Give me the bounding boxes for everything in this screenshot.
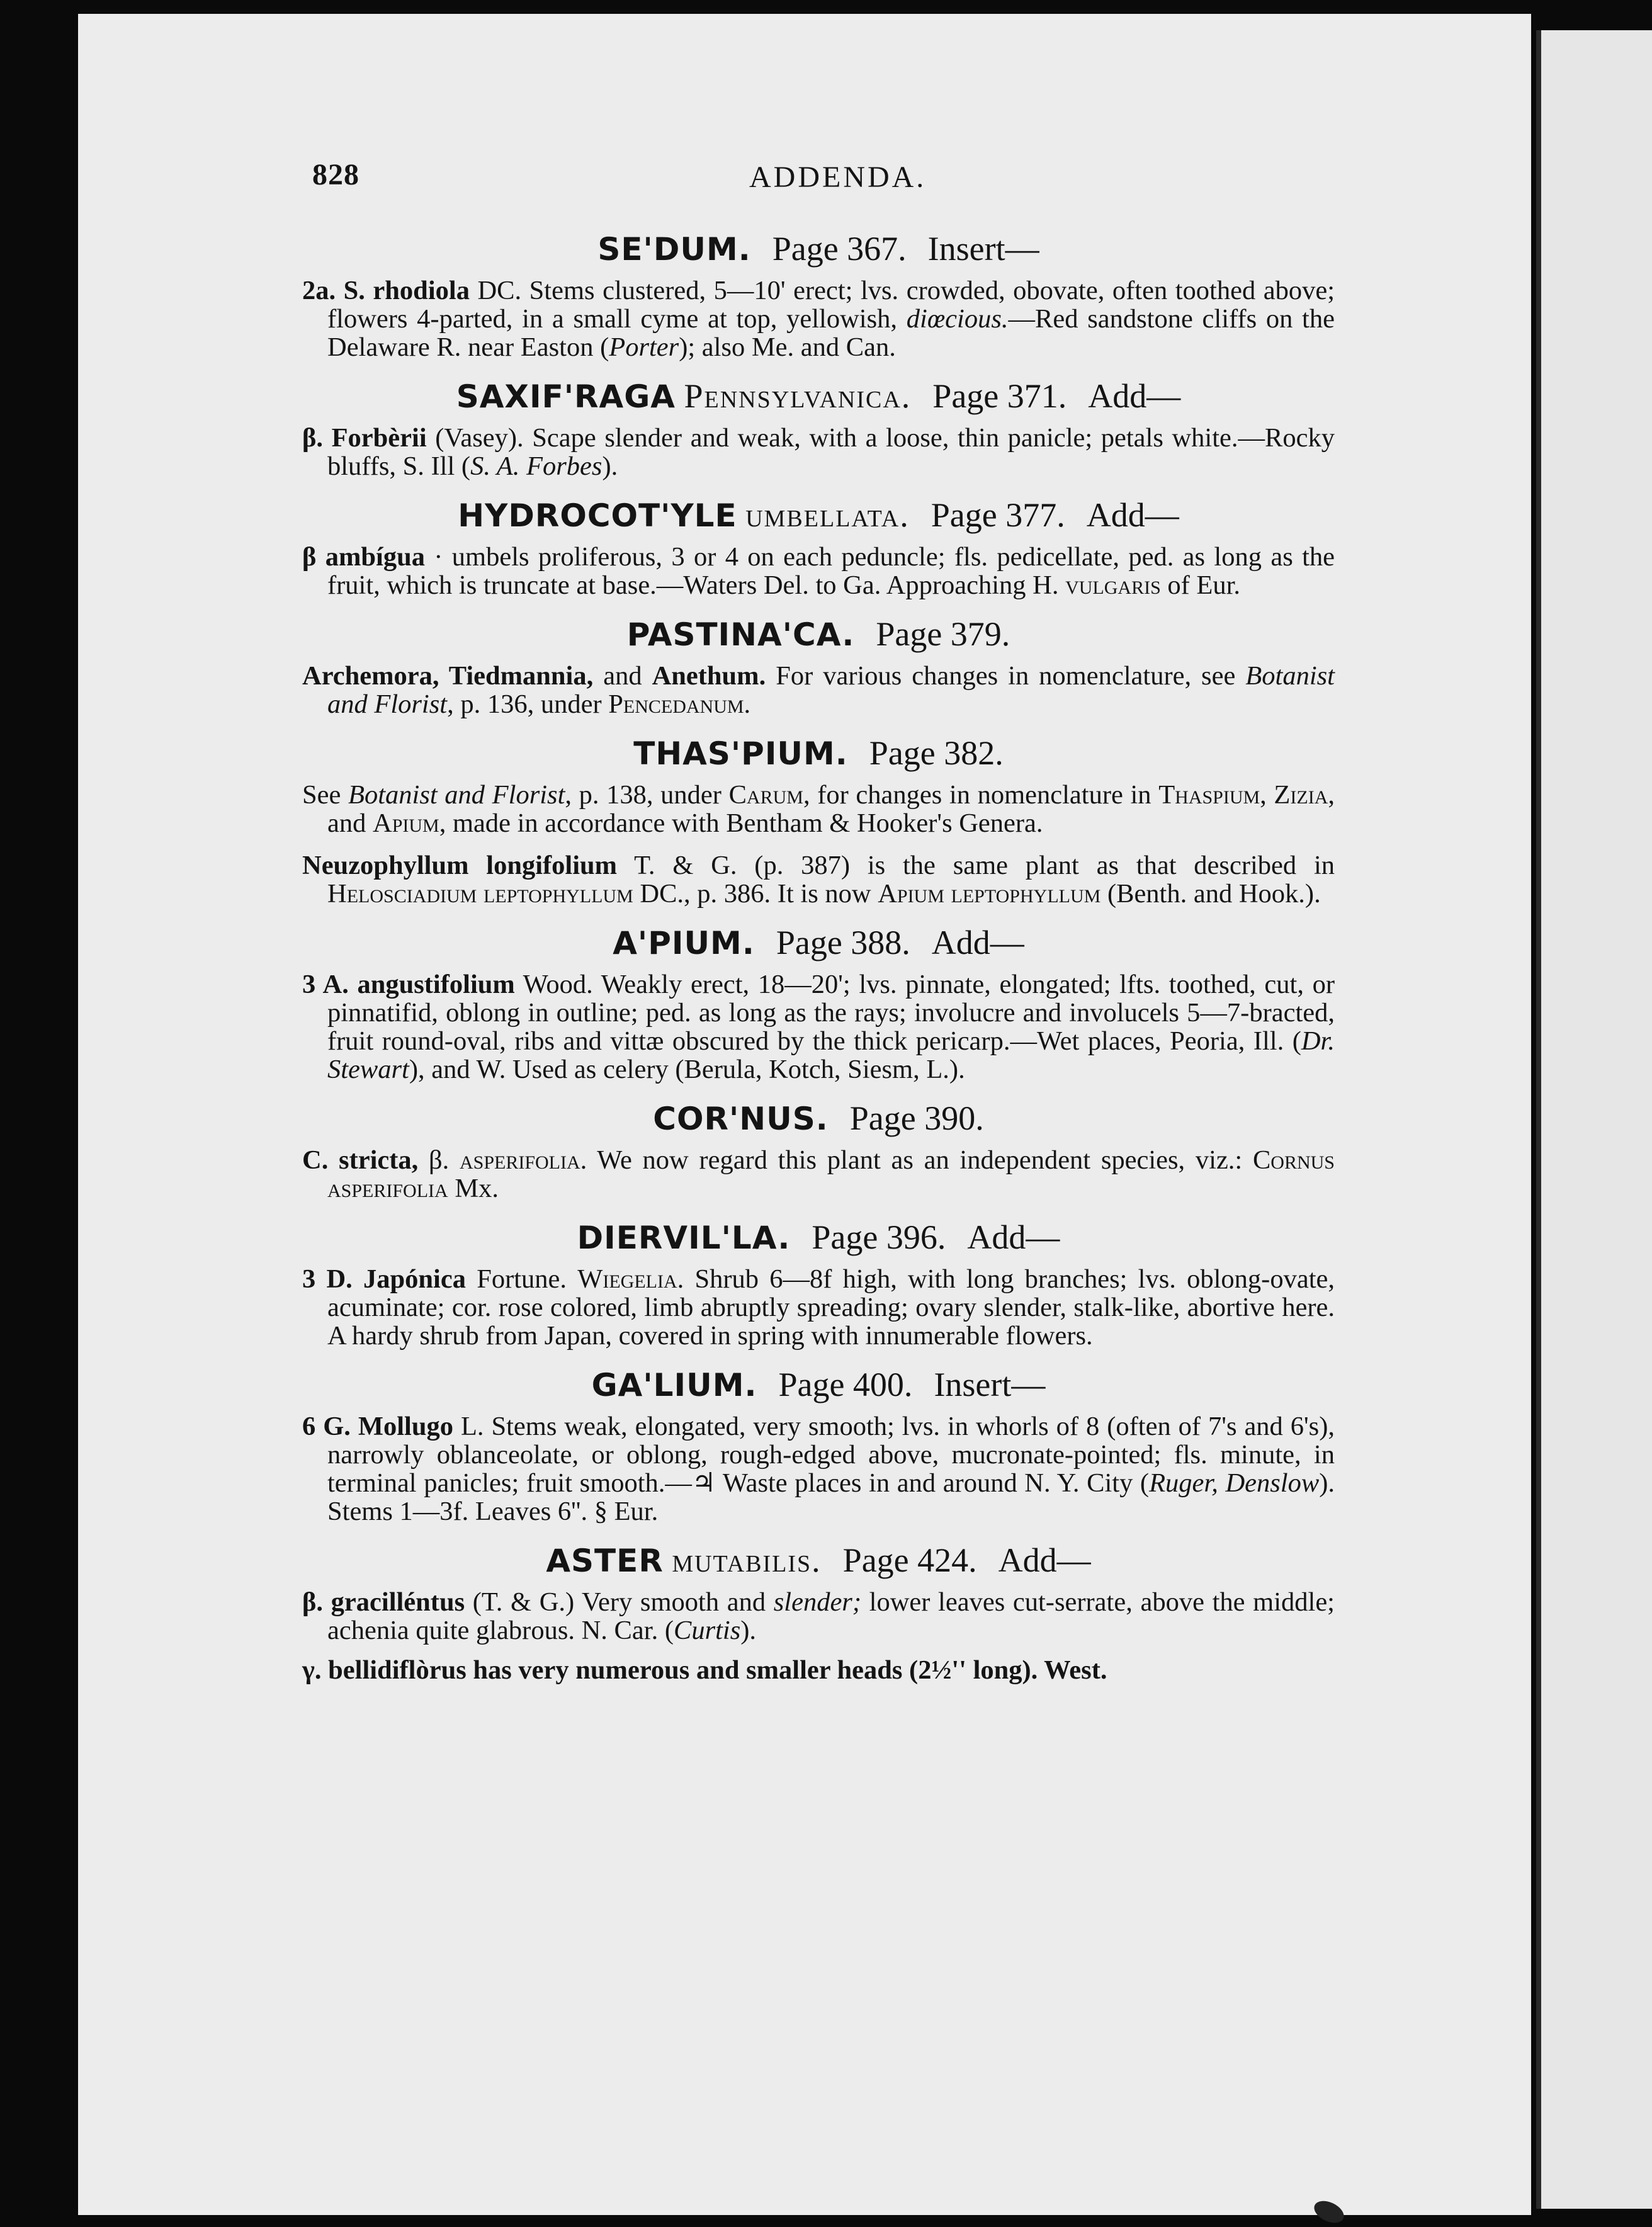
page-reference: Page 371. xyxy=(932,377,1067,415)
heading-action: Insert— xyxy=(927,230,1039,268)
entry-name: 3 D. Japónica xyxy=(302,1264,466,1294)
heading-action: Add— xyxy=(1086,496,1179,534)
entry-small-caps: Cornus asperifolia xyxy=(327,1145,1335,1203)
entry-text: , p. 138, under xyxy=(565,780,729,810)
entry-small-caps: vulgaris xyxy=(1065,570,1161,600)
heading-action: Add— xyxy=(998,1541,1091,1579)
heading-action: Insert— xyxy=(934,1366,1046,1403)
entry-text: ); also Me. and Can. xyxy=(679,332,896,362)
entry-text: Shrub 6—8f high, with long branches; lvs. oblong-ovate, acuminate; cor. rose colored, limb abruptly spreading; ovary slender, stalk-like, abortive here. A hardy shrub from Japan, covered in spring with innumerable flowers. xyxy=(327,1264,1335,1351)
species-name: umbellata. xyxy=(745,496,910,534)
entry-italic: Botanist and Florist xyxy=(327,661,1335,719)
genus-name: PASTINA'CA. xyxy=(626,616,855,653)
entry-text: and xyxy=(327,808,373,838)
entry-neuzophyllum xyxy=(302,851,1335,908)
page-reference: Page 424. xyxy=(842,1541,977,1579)
entry-sedum-rhodiola xyxy=(302,276,1335,361)
heading-action: Add— xyxy=(967,1218,1060,1256)
entry-small-caps: Apium leptophyllum xyxy=(878,879,1101,909)
entry-small-caps: Carum xyxy=(728,780,803,810)
entry-small-caps: Apium xyxy=(373,808,439,838)
entry-text: , for changes in nomenclature in xyxy=(803,780,1159,810)
genus-name: HYDROCOT'YLE xyxy=(458,497,737,534)
entry-text: , p. 136, under xyxy=(447,689,609,719)
entry-italic: Porter xyxy=(609,332,679,362)
entry-thaspium-note xyxy=(302,781,1335,837)
genus-name: SE'DUM. xyxy=(597,231,751,268)
entry-text: of Eur. xyxy=(1160,570,1241,600)
entry-italic: Curtis xyxy=(673,1616,741,1645)
entry-text: DC. Stems clustered, 5—10' erect; lvs. crowded, obovate, often toothed above; flowers 4-parted, in a small cyme at top, yellowish, xyxy=(327,276,1335,334)
entry-name: 3 A. angustifolium xyxy=(302,970,515,999)
entry-name: Neuzophyllum longifolium xyxy=(302,851,618,880)
entry-apium-angustifolium xyxy=(302,970,1335,1084)
genus-name: DIERVIL'LA. xyxy=(577,1220,791,1256)
entry-name: Archemora, Tiedmannia, xyxy=(302,661,594,691)
entry-small-caps: Wiegelia. xyxy=(577,1264,684,1294)
section-heading-galium xyxy=(302,1364,1335,1406)
entry-text: · umbels proliferous, 3 or 4 on each peduncle; fls. pedicellate, ped. as long as the fruit, which is truncate at base.—Waters Del. to Ga. Approaching H. xyxy=(327,542,1335,600)
page-reference: Page 396. xyxy=(812,1218,946,1256)
entry-small-caps: Thaspium, Zizia, xyxy=(1158,780,1335,810)
entry-name: 6 G. Mollugo xyxy=(302,1412,453,1441)
entry-italic: Botanist and Florist xyxy=(348,780,565,810)
entry-aster-bellidiflorus xyxy=(302,1656,1335,1684)
entry-hydrocotyle-ambigua xyxy=(302,543,1335,599)
running-head: ADDENDA. xyxy=(749,161,927,194)
entry-cornus-stricta xyxy=(302,1146,1335,1203)
entry-text: Mx. xyxy=(448,1174,499,1203)
section-heading-diervilla xyxy=(302,1216,1335,1259)
genus-name: SAXIF'RAGA xyxy=(456,378,676,415)
entry-small-caps: Helosciadium leptophyllum xyxy=(327,879,633,909)
entry-text: We now regard this plant as an independent species, viz.: xyxy=(587,1145,1253,1175)
entry-text: ). xyxy=(740,1616,757,1645)
heading-action: Add— xyxy=(931,924,1024,961)
entry-italic: diœcious. xyxy=(906,304,1009,334)
entry-bold: has very numerous and smaller heads (2½'' long). West. xyxy=(466,1655,1107,1685)
section-heading-aster xyxy=(302,1539,1335,1582)
entry-text: See xyxy=(302,780,348,810)
entry-pastinaca-note xyxy=(302,662,1335,718)
genus-name: COR'NUS. xyxy=(653,1101,829,1137)
entry-text: and xyxy=(593,661,652,691)
page-reference: Page 382. xyxy=(869,734,1004,772)
page-content xyxy=(302,214,1335,1689)
entry-name: γ. bellidiflòrus xyxy=(302,1655,467,1685)
page-number: 828 xyxy=(312,158,359,191)
entry-small-caps: asperifolia. xyxy=(459,1145,587,1175)
entry-text: , made in accordance with Bentham & Hooker's Genera. xyxy=(439,808,1043,838)
page-reference: Page 400. xyxy=(778,1366,913,1403)
entry-small-caps: Pencedanum. xyxy=(608,689,751,719)
section-heading-apium xyxy=(302,922,1335,964)
genus-name: GA'LIUM. xyxy=(591,1367,757,1403)
entry-text: (T. & G.) Very smooth and xyxy=(465,1587,774,1617)
entry-diervilla-japonica xyxy=(302,1265,1335,1350)
entry-bold: Anethum. xyxy=(652,661,766,691)
section-heading-thaspium xyxy=(302,732,1335,774)
entry-text: DC., p. 386. It is now xyxy=(633,879,878,909)
entry-name: β ambígua xyxy=(302,542,425,572)
entry-text: For various changes in nomenclature, see xyxy=(766,661,1246,691)
entry-text: ). xyxy=(602,451,618,481)
section-heading-pastinaca xyxy=(302,613,1335,655)
entry-name: 2a. S. rhodiola xyxy=(302,276,470,305)
entry-name: β. Forbèrii xyxy=(302,423,427,453)
entry-aster-gracilentus xyxy=(302,1588,1335,1645)
entry-text: β. xyxy=(418,1145,460,1175)
section-heading-hydrocotyle xyxy=(302,494,1335,536)
species-name: Pennsylvanica. xyxy=(684,377,912,415)
entry-name: β. gracilléntus xyxy=(302,1587,465,1617)
entry-text: (Vasey). Scape slender and weak, with a loose, thin panicle; petals white.—Rocky bluffs, S. Ill ( xyxy=(327,423,1335,481)
entry-italic: Ruger, Denslow xyxy=(1149,1468,1320,1498)
entry-text: L. Stems weak, elongated, very smooth; lvs. in whorls of 8 (often of 7's and 6's), narrowly oblanceolate, or oblong, rough-edged above, mucronate-pointed; fls. minute, in terminal panicles; fruit smooth.—♃ Waste places in and around N. Y. City ( xyxy=(327,1412,1335,1498)
section-heading-saxifraga xyxy=(302,375,1335,417)
entry-text: ). Stems 1—3f. Leaves 6''. § Eur. xyxy=(327,1468,1335,1526)
entry-text: —Red sandstone cliffs on the Delaware R. near Easton ( xyxy=(327,304,1335,362)
page-reference: Page 388. xyxy=(776,924,910,961)
entry-name: C. stricta, xyxy=(302,1145,419,1175)
genus-name: A'PIUM. xyxy=(613,925,755,961)
section-heading-sedum xyxy=(302,228,1335,270)
page-reference: Page 367. xyxy=(772,230,907,268)
entry-text: Fortune. xyxy=(465,1264,578,1294)
entry-text: ), and W. Used as celery (Berula, Kotch, Siesm, L.). xyxy=(409,1055,965,1084)
entry-italic: Dr. Stewart xyxy=(327,1026,1335,1084)
heading-action: Add— xyxy=(1088,377,1181,415)
entry-text: lower leaves cut-serrate, above the middle; achenia quite glabrous. N. Car. ( xyxy=(327,1587,1335,1645)
entry-italic: slender; xyxy=(773,1587,862,1617)
entry-saxifraga-forberii xyxy=(302,424,1335,480)
entry-text: Wood. Weakly erect, 18—20'; lvs. pinnate, elongated; lfts. toothed, cut, or pinnatifid, oblong in outline; ped. as long as the rays; involucre and involucels 5—7-bracted, fruit round-oval, ribs and vittæ obscured by the thick pericarp.—Wet places, Peoria, Ill. ( xyxy=(327,970,1335,1056)
page-reference: Page 377. xyxy=(931,496,1065,534)
entry-text: (Benth. and Hook.). xyxy=(1100,879,1321,909)
entry-italic: S. A. Forbes xyxy=(470,451,603,481)
entry-galium-mollugo xyxy=(302,1412,1335,1526)
genus-name: ASTER xyxy=(546,1543,664,1579)
page-reference: Page 390. xyxy=(849,1099,984,1137)
genus-name: THAS'PIUM. xyxy=(633,735,848,772)
species-name: mutabilis. xyxy=(672,1541,822,1579)
section-heading-cornus xyxy=(302,1097,1335,1140)
facing-page xyxy=(1541,30,1652,2209)
entry-text: T. & G. (p. 387) is the same plant as that described in xyxy=(617,851,1335,880)
page-reference: Page 379. xyxy=(876,615,1010,653)
